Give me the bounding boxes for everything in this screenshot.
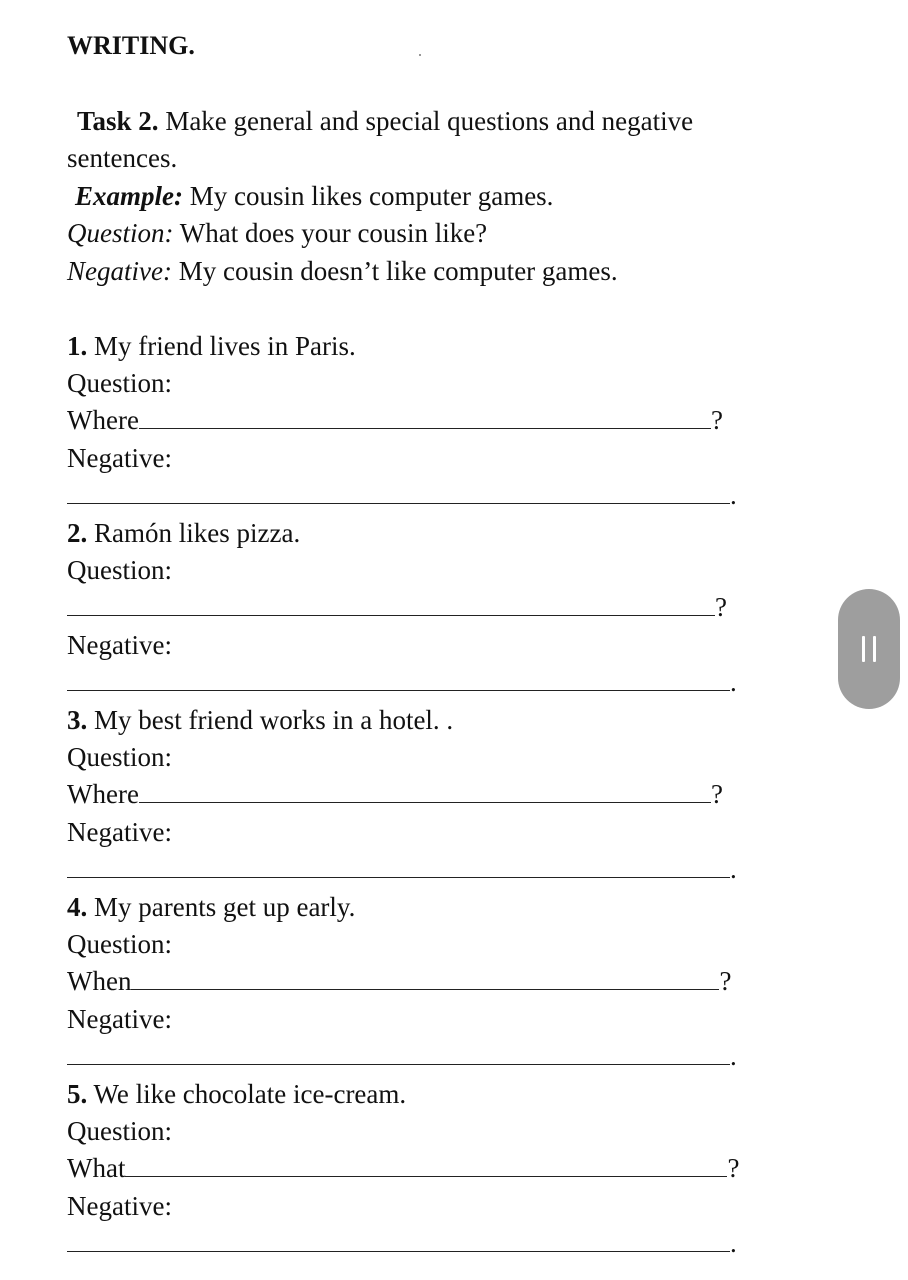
item-text: My friend lives in Paris. — [87, 331, 356, 361]
item-3-question-row — [67, 776, 723, 812]
task-label: Task 2. — [77, 106, 159, 136]
item-number: 2. — [67, 518, 88, 548]
question-mark: ? — [727, 1153, 740, 1183]
item-5-sentence — [67, 1076, 406, 1112]
example-question-label: Question: — [67, 218, 174, 248]
example-negative-text: My cousin doesn’t like computer games. — [171, 256, 618, 286]
question-prefix: What — [67, 1153, 126, 1183]
example-label: Example: — [75, 181, 183, 211]
example-text: My cousin likes computer games. — [183, 181, 554, 211]
stray-mark — [419, 54, 421, 56]
item-number: 5. — [67, 1079, 88, 1109]
item-5-negative-label: Negative: — [67, 1191, 172, 1221]
item-text: We like chocolate ice-cream. — [87, 1079, 407, 1109]
handle-bar-right — [873, 636, 876, 662]
example-question-text: What does your cousin like? — [173, 218, 488, 248]
item-3-negative-row — [67, 851, 737, 887]
item-number: 1. — [67, 331, 88, 361]
negative-answer-blank[interactable] — [67, 479, 730, 504]
negative-answer-blank[interactable] — [67, 1227, 730, 1252]
full-stop: . — [730, 480, 737, 510]
question-answer-blank[interactable] — [131, 965, 719, 990]
item-3-negative-label: Negative: — [67, 817, 172, 847]
handle-bar-left — [862, 636, 865, 662]
item-2-question-label: Question: — [67, 555, 172, 585]
item-number: 3. — [67, 705, 88, 735]
negative-answer-blank[interactable] — [67, 666, 730, 691]
task-text-line1: Make general and special questions and negative — [158, 106, 694, 136]
question-answer-blank[interactable] — [139, 778, 711, 803]
example-question-line — [67, 215, 487, 251]
example-line — [75, 178, 553, 214]
question-mark: ? — [710, 405, 723, 435]
item-number: 4. — [67, 892, 88, 922]
item-5-negative-row — [67, 1225, 737, 1261]
example-negative-line — [67, 253, 618, 289]
item-1-negative-label: Negative: — [67, 443, 172, 473]
negative-answer-blank[interactable] — [67, 1040, 730, 1065]
question-mark: ? — [719, 966, 732, 996]
item-4-question-label: Question: — [67, 929, 172, 959]
item-5-question-label: Question: — [67, 1116, 172, 1146]
item-4-question-row — [67, 963, 731, 999]
item-3-sentence — [67, 702, 453, 738]
question-answer-blank[interactable] — [139, 404, 711, 429]
pause-bars-icon[interactable] — [838, 589, 900, 709]
item-4-negative-row — [67, 1038, 737, 1074]
full-stop: . — [730, 854, 737, 884]
page-heading: WRITING. — [67, 31, 195, 60]
task-instruction-cont — [67, 140, 177, 176]
full-stop: . — [730, 667, 737, 697]
item-5-question-row — [67, 1150, 739, 1186]
negative-answer-blank[interactable] — [67, 853, 730, 878]
question-prefix: Where — [67, 779, 139, 809]
item-text: My parents get up early. — [87, 892, 356, 922]
item-2-negative-row — [67, 664, 737, 700]
question-prefix: Where — [67, 405, 139, 435]
item-2-question-row — [67, 589, 727, 625]
item-3-question-label: Question: — [67, 742, 172, 772]
item-1-sentence — [67, 328, 356, 364]
item-text: My best friend works in a hotel. . — [87, 705, 454, 735]
item-1-question-label: Question: — [67, 368, 172, 398]
full-stop: . — [730, 1041, 737, 1071]
item-2-negative-label: Negative: — [67, 630, 172, 660]
example-negative-label: Negative: — [67, 256, 172, 286]
question-mark: ? — [715, 592, 727, 622]
question-answer-blank[interactable] — [67, 591, 715, 616]
task-text-line2: sentences. — [67, 143, 178, 173]
question-prefix: When — [67, 966, 132, 996]
item-text: Ramón likes pizza. — [87, 518, 301, 548]
item-2-sentence — [67, 515, 300, 551]
question-mark: ? — [710, 779, 723, 809]
full-stop: . — [730, 1228, 737, 1258]
item-4-sentence — [67, 889, 355, 925]
question-answer-blank[interactable] — [125, 1152, 727, 1177]
item-1-question-row — [67, 402, 723, 438]
task-instruction — [77, 103, 693, 139]
item-1-negative-row — [67, 477, 737, 513]
item-4-negative-label: Negative: — [67, 1004, 172, 1034]
